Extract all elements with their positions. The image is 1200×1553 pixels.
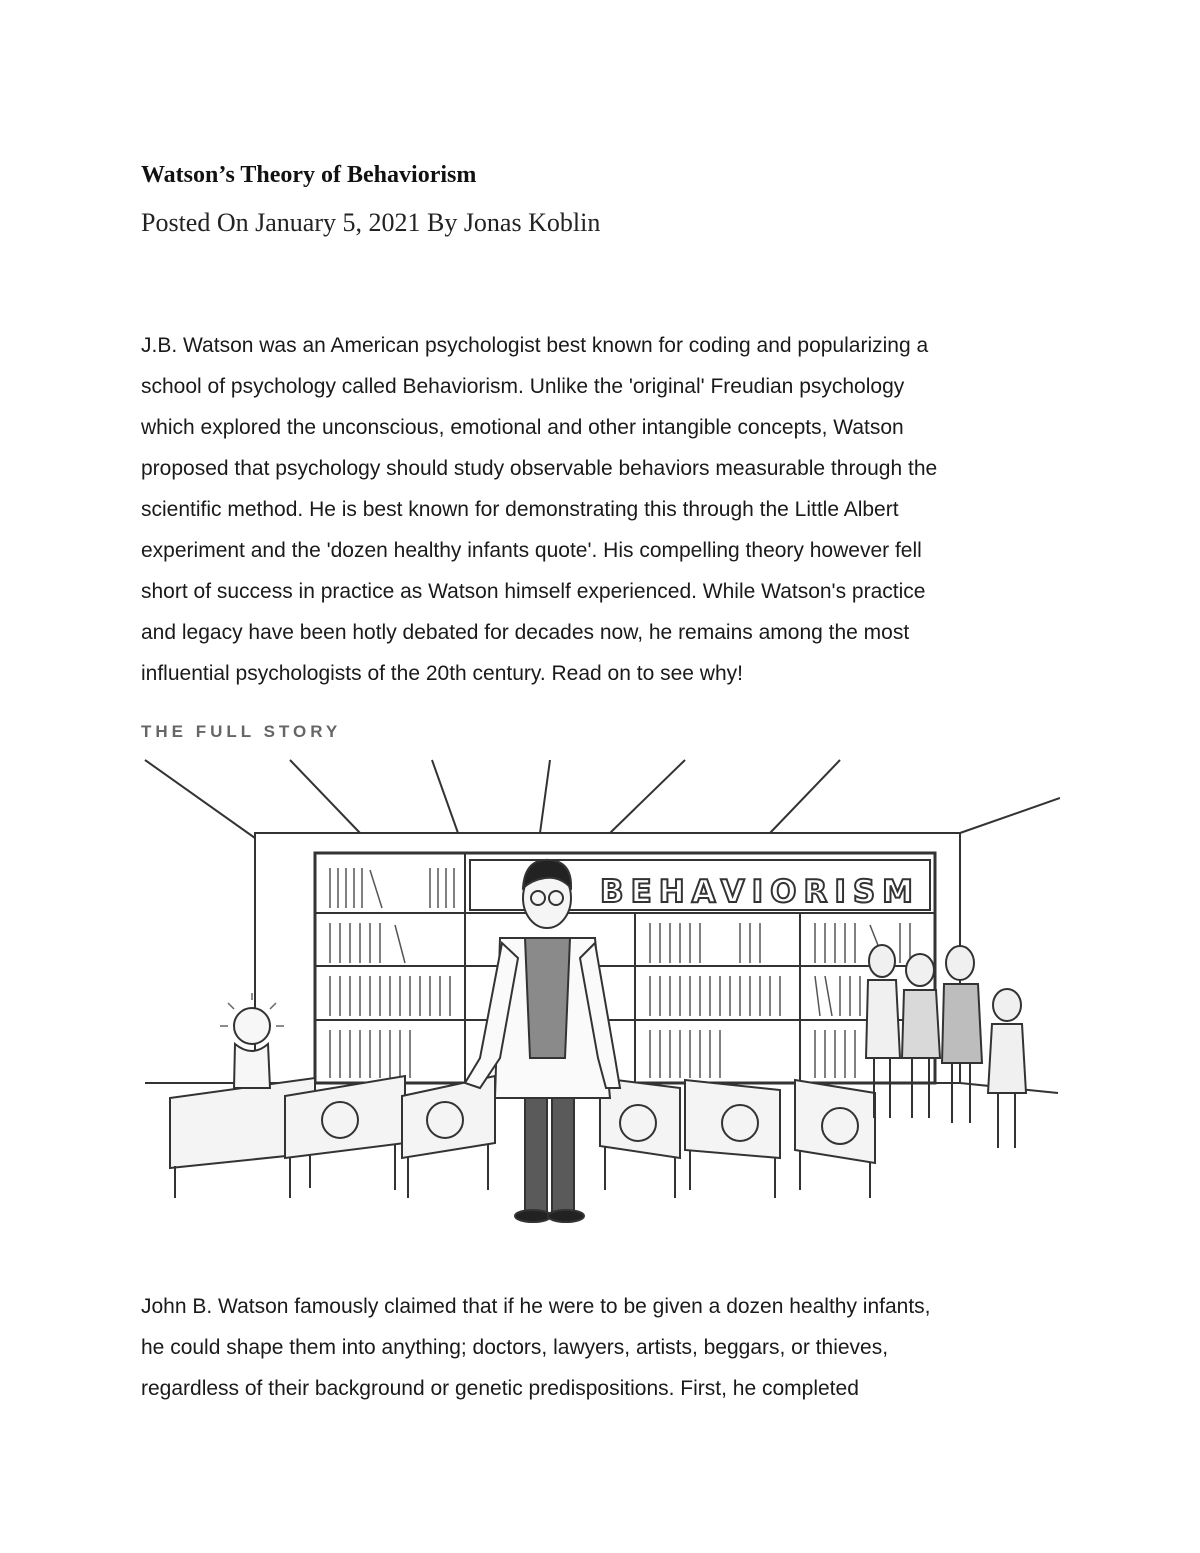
paragraph-line: proposed that psychology should study observable behaviors measurable through the bbox=[141, 457, 938, 480]
body-paragraph bbox=[141, 1286, 1081, 1409]
paragraph-line: influential psychologists of the 20th century. Read on to see why! bbox=[141, 662, 743, 685]
paragraph-line: he could shape them into anything; doctors, lawyers, artists, beggars, or thieves, bbox=[141, 1336, 889, 1359]
intro-paragraph bbox=[141, 325, 1081, 694]
paragraph-line: scientific method. He is best known for demonstrating this through the Little Albert bbox=[141, 498, 899, 521]
behaviorism-illustration bbox=[140, 758, 1060, 1238]
paragraph-line: short of success in practice as Watson himself experienced. While Watson's practice bbox=[141, 580, 926, 603]
article-title: Watson’s Theory of Behaviorism bbox=[141, 162, 477, 188]
paragraph-line: and legacy have been hotly debated for decades now, he remains among the most bbox=[141, 621, 910, 644]
paragraph-line: John B. Watson famously claimed that if he were to be given a dozen healthy infants, bbox=[141, 1295, 931, 1318]
paragraph-line: which explored the unconscious, emotional and other intangible concepts, Watson bbox=[141, 416, 904, 439]
paragraph-line: regardless of their background or genetic predispositions. First, he completed bbox=[141, 1377, 859, 1400]
article-byline: Posted On January 5, 2021 By Jonas Koblin bbox=[141, 208, 601, 237]
section-label: THE FULL STORY bbox=[141, 722, 342, 741]
paragraph-line: J.B. Watson was an American psychologist best known for coding and popularizing a bbox=[141, 334, 929, 357]
sign-text: BEHAVIORISM bbox=[599, 874, 921, 910]
paragraph-line: experiment and the 'dozen healthy infants quote'. His compelling theory however fell bbox=[141, 539, 922, 562]
paragraph-line: school of psychology called Behaviorism. Unlike the 'original' Freudian psychology bbox=[141, 375, 905, 398]
